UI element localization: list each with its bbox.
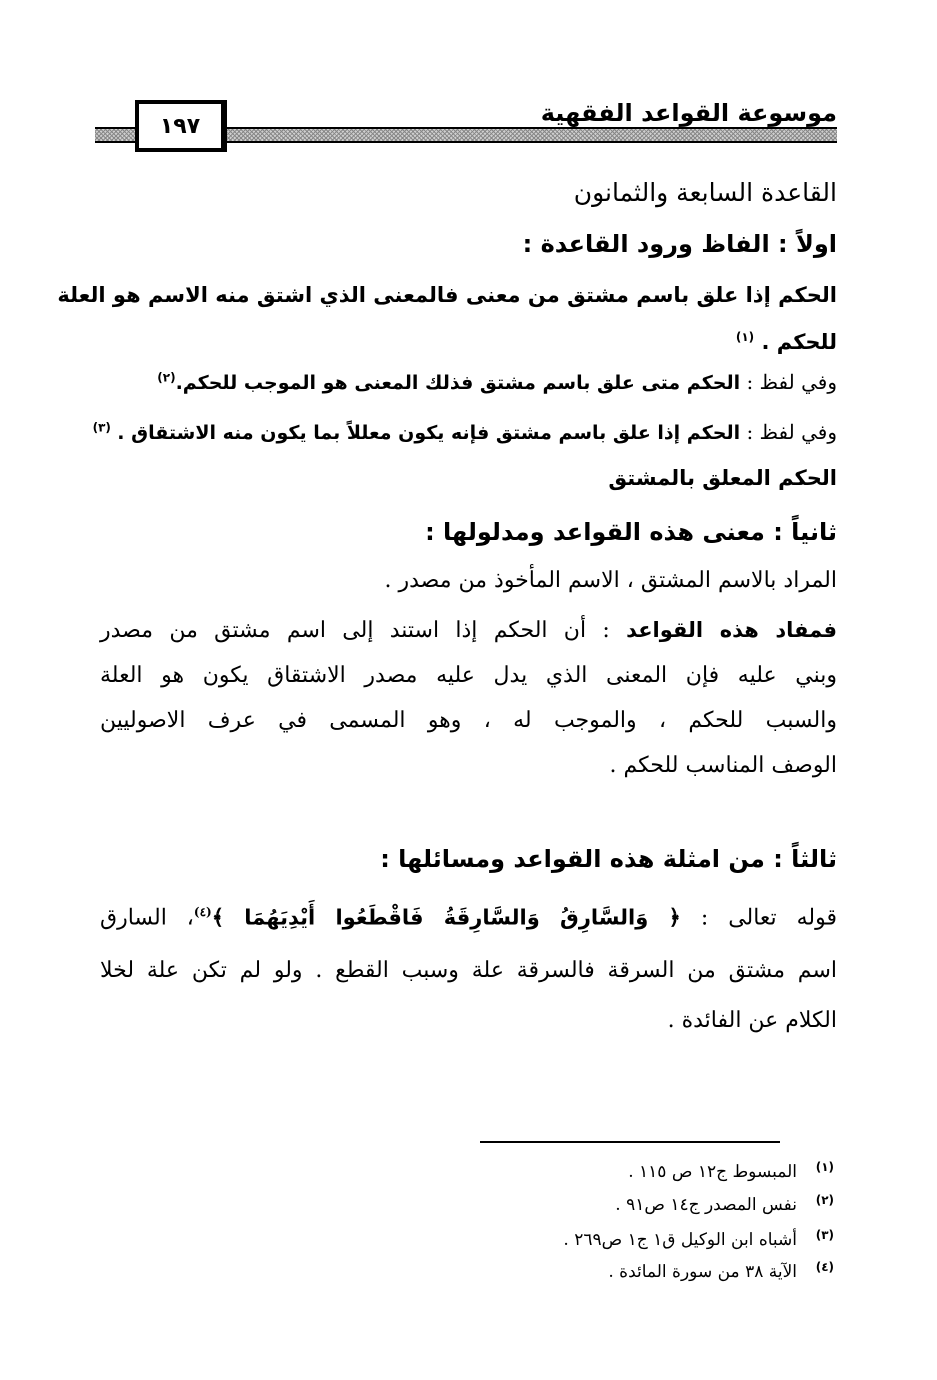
example-line-2: اسم مشتق من السرقة فالسرقة علة وسبب القطع . ولو لم تكن علة لخلا [100, 958, 837, 983]
rule-text-line-2 [736, 330, 837, 354]
purpose-line-2: وبني عليه فإن المعنى الذي يدل عليه مصدر الاشتقاق يكون هو العلة [100, 663, 837, 688]
page-number-box [135, 100, 227, 152]
quran-verse: ﴿ وَالسَّارِقُ وَالسَّارِقَةُ فَاقْطَعُوا أَيْدِيَهُمَا ﴾ [211, 905, 681, 930]
example-line-1 [100, 905, 837, 930]
variant-1-text: الحكم متى علق باسم مشتق فذلك المعنى هو الموجب للحكم. [175, 372, 741, 394]
example-prefix: قوله تعالى : [700, 905, 837, 931]
page-number: ١٩٧ [159, 113, 201, 139]
footnote-3-number: (٣) [815, 1228, 834, 1242]
rule-text-line-2-text: للحكم . [761, 330, 837, 354]
meaning-line: المراد بالاسم المشتق ، الاسم المأخوذ من مصدر . [384, 568, 837, 593]
footnote-2-number: (٢) [815, 1193, 834, 1207]
section-heading-1: اولاً : الفاظ ورود القاعدة : [522, 230, 837, 258]
variant-line-2 [93, 420, 837, 444]
variant-2-prefix: وفي لفظ : [746, 420, 837, 444]
footnote-ref-3: (٣) [92, 420, 111, 435]
section-heading-2: ثانياً : معنى هذه القواعد ومدلولها : [425, 518, 837, 546]
footnote-2-text: نفس المصدر ج١٤ ص٩١ . [615, 1195, 797, 1215]
footnote-4-number: (٤) [815, 1260, 834, 1274]
section-heading-3: ثالثاً : من امثلة هذه القواعد ومسائلها : [380, 845, 837, 873]
variant-2-text: الحكم إذا علق باسم مشتق فإنه يكون معللاً بما يكون منه الاشتقاق . [117, 422, 741, 444]
variant-1-prefix: وفي لفظ : [746, 370, 837, 394]
short-rule-title: الحكم المعلق بالمشتق [608, 466, 837, 490]
footnote-ref-1: (١) [735, 330, 755, 344]
footnote-separator [480, 1141, 780, 1143]
footnote-3-text: أشباه ابن الوكيل ق١ ج١ ص٢٦٩ . [563, 1230, 797, 1250]
purpose-label: فمفاد هذه القواعد [626, 618, 838, 642]
purpose-line-1-text: : أن الحكم إذا استند إلى اسم مشتق من مصدر [100, 618, 610, 643]
footnote-1-number: (١) [815, 1160, 834, 1174]
purpose-line-4: الوصف المناسب للحكم . [609, 753, 837, 778]
rule-text-line-1: الحكم إذا علق باسم مشتق من معنى فالمعنى الذي اشتق منه الاسم هو العلة [57, 283, 837, 307]
example-line-3: الكلام عن الفائدة . [667, 1008, 837, 1033]
purpose-line-3: والسبب للحكم ، والموجب له ، وهو المسمى في عرف الاصوليين [100, 708, 837, 733]
footnote-1-text: المبسوط ج١٢ ص ١١٥ . [628, 1162, 797, 1182]
footnote-4-text: الآية ٣٨ من سورة المائدة . [608, 1262, 797, 1282]
example-suffix: ، السارق [100, 905, 194, 931]
footnote-ref-4: (٤) [193, 905, 212, 919]
purpose-line-1 [100, 618, 837, 643]
running-header-title: موسوعة القواعد الفقهية [540, 99, 837, 127]
rule-title: القاعدة السابعة والثمانون [573, 178, 837, 207]
variant-line-1 [157, 370, 837, 394]
footnote-ref-2: (٢) [157, 370, 176, 385]
